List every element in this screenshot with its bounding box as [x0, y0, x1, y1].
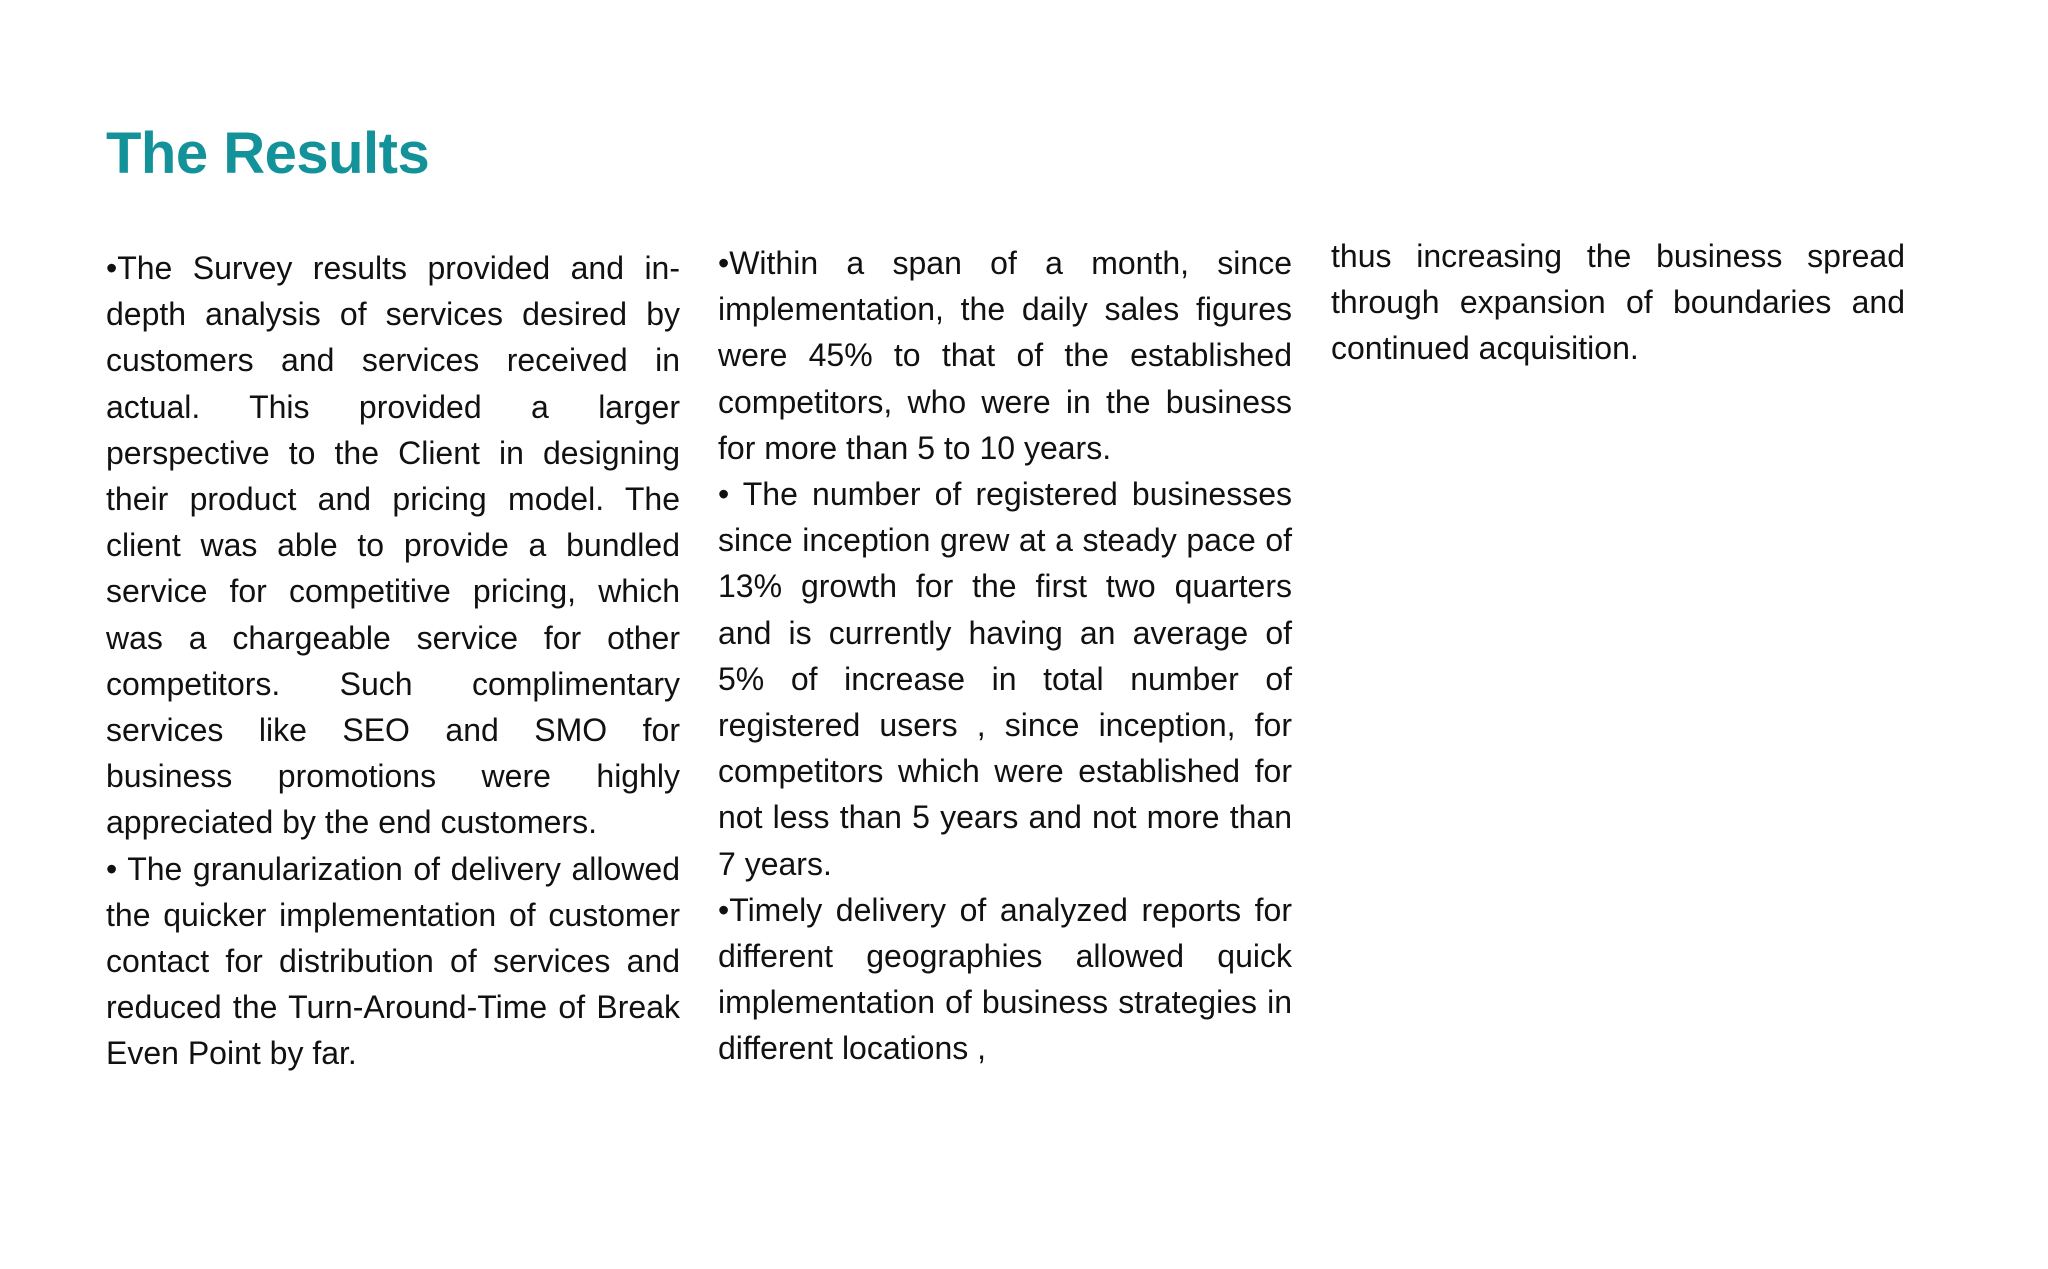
- text-column-3: [1331, 233, 1905, 372]
- granularization-paragraph: • The granularization of delivery allowed the quicker implementation of customer contact for distribution of services and reduced the Turn-Around-Time of Break Even Point by far.: [106, 850, 680, 1072]
- business-spread-paragraph: thus increasing the business spread through expansion of boundaries and continued acquisition.: [1331, 238, 1905, 367]
- timely-delivery-paragraph: •Timely delivery of analyzed reports for different geographies allowed quick implementation of business strategies in different locations ,: [718, 891, 1292, 1067]
- text-column-1: [106, 245, 680, 1077]
- daily-sales-paragraph: •Within a span of a month, since implementation, the daily sales figures were 45% to that of the established competitors, who were in the business for more than 5 to 10 years.: [718, 245, 1292, 466]
- registered-businesses-paragraph: • The number of registered businesses since inception grew at a steady pace of 13% growth for the first two quarters and is currently having an average of 5% of increase in total number of registered users , since inception, for competitors which were established for not less than 5 years and not more than 7 years.: [718, 476, 1292, 882]
- slide-title: The Results: [106, 121, 430, 186]
- survey-results-paragraph: •The Survey results provided and in-depth analysis of services desired by customers and services received in actual. This provided a larger perspective to the Client in designing their product and pricing model. The client was able to provide a bundled service for competitive pricing, which was a chargeable service for other competitors. Such complimentary services like SEO and SMO for business promotions were highly appreciated by the end customers.: [106, 250, 680, 841]
- text-column-2: [718, 240, 1292, 1072]
